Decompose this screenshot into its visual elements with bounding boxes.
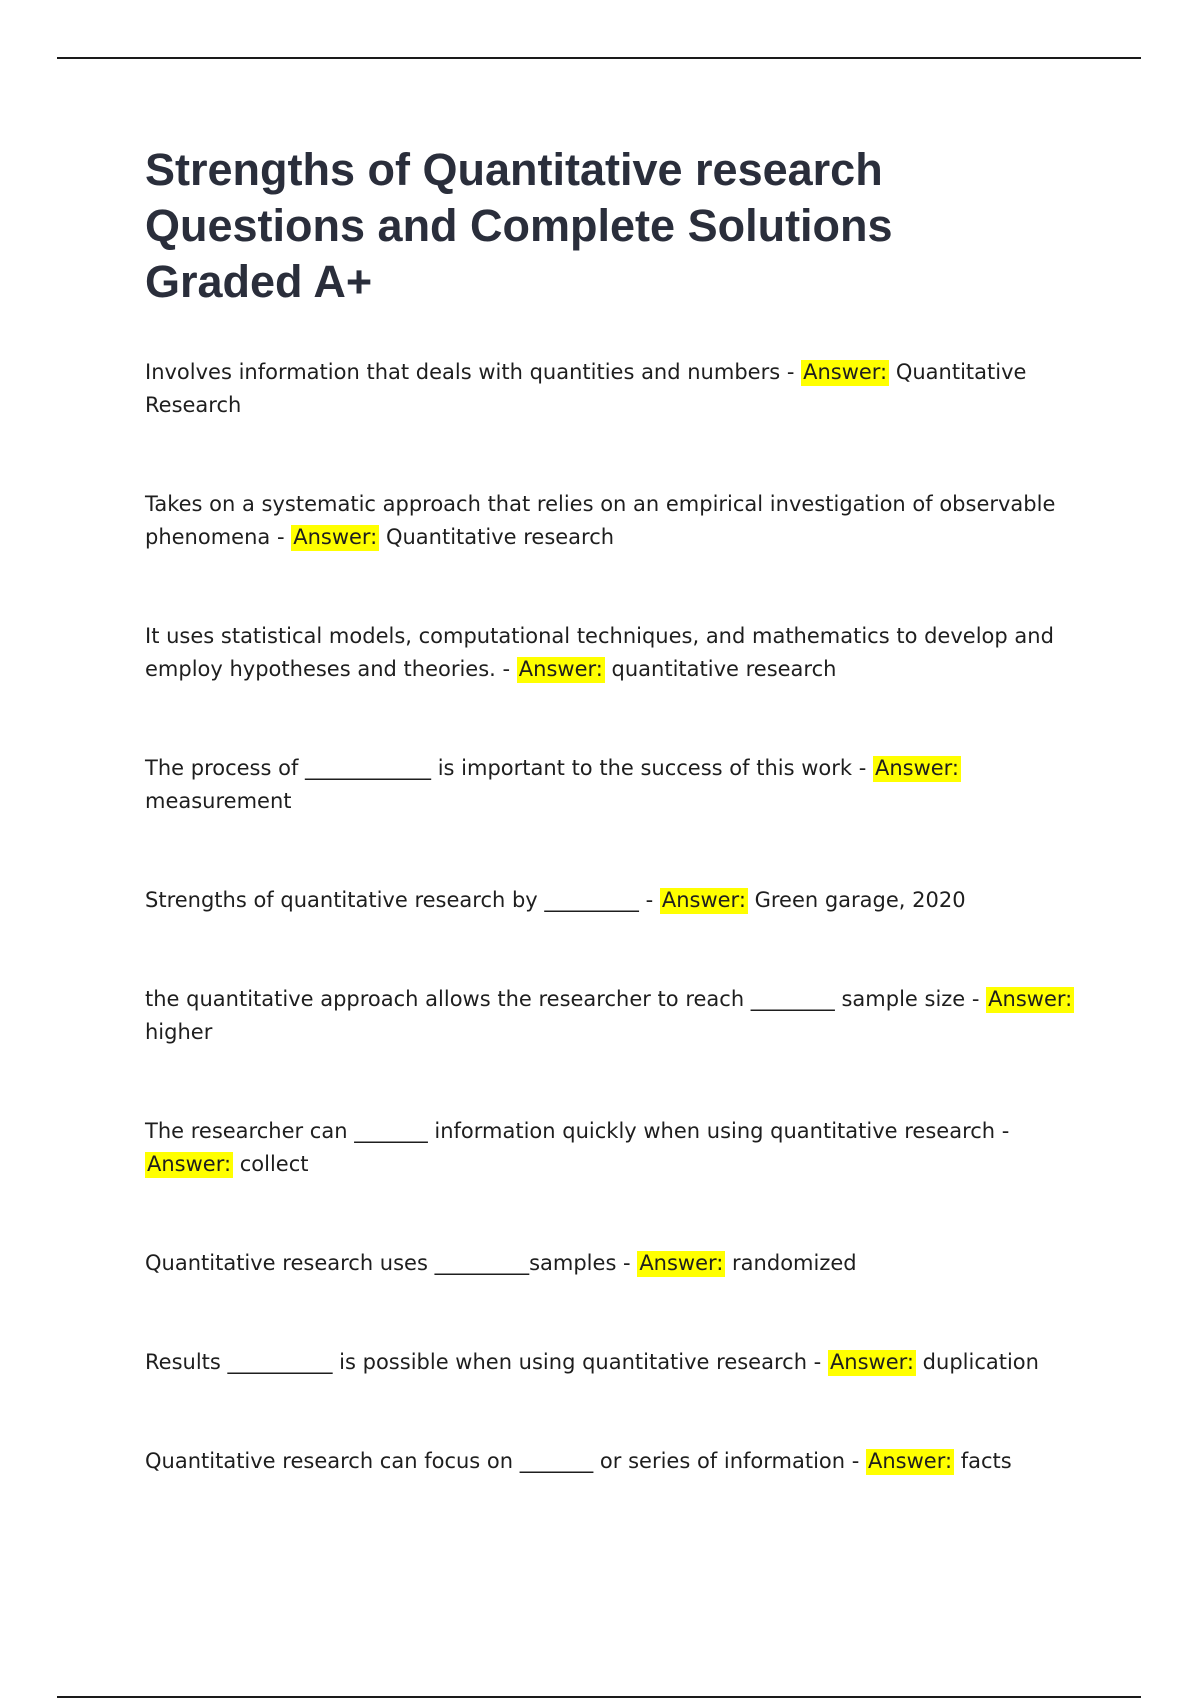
qa-item	[145, 488, 1095, 554]
question-text: The researcher can _______ information quickly when using quantitative research -	[145, 1119, 1010, 1143]
answer-text: quantitative research	[604, 657, 837, 681]
question-text: Strengths of quantitative research by _________ -	[145, 888, 660, 912]
document-body	[145, 142, 1095, 1478]
qa-item	[145, 983, 1095, 1049]
answer-text: Quantitative research	[379, 525, 615, 549]
qa-item	[145, 884, 1095, 917]
qa-item	[145, 356, 1095, 422]
answer-label: Answer:	[868, 1449, 953, 1473]
question-text: the quantitative approach allows the researcher to reach ________ sample size -	[145, 987, 987, 1011]
question-text: Involves information that deals with quantities and numbers -	[145, 360, 802, 384]
question-text: Takes on a systematic approach that relies on an empirical investigation of observable phenomena -	[145, 492, 1056, 549]
answer-text: higher	[145, 1020, 213, 1044]
answer-label: Answer:	[874, 756, 960, 780]
answer-text: measurement	[145, 789, 292, 813]
question-text: The process of ____________ is important to the success of this work -	[145, 756, 873, 780]
qa-item	[145, 1115, 1095, 1181]
qa-item	[145, 620, 1095, 686]
qa-item	[145, 1247, 1095, 1280]
answer-label: Answer:	[661, 888, 746, 912]
top-rule	[57, 57, 1141, 59]
answer-label: Answer:	[988, 987, 1073, 1011]
qa-item	[145, 1346, 1095, 1379]
answer-text: facts	[954, 1449, 1012, 1473]
document-title: Strengths of Quantitative research Questions and Complete Solutions Graded A+	[145, 144, 893, 307]
answer-label: Answer:	[293, 525, 378, 549]
answer-text: Green garage, 2020	[747, 888, 966, 912]
bottom-rule	[57, 1696, 1141, 1698]
qa-list	[145, 356, 1095, 1478]
answer-label: Answer:	[803, 360, 888, 384]
qa-item	[145, 752, 1095, 818]
question-text: It uses statistical models, computational techniques, and mathematics to develop and employ hypotheses and theories. -	[145, 624, 1054, 681]
answer-text: randomized	[725, 1251, 857, 1275]
answer-text: collect	[233, 1152, 309, 1176]
question-text: Results __________ is possible when using quantitative research -	[145, 1350, 828, 1374]
answer-label: Answer:	[639, 1251, 724, 1275]
question-text: Quantitative research uses _________samples -	[145, 1251, 638, 1275]
answer-label: Answer:	[829, 1350, 914, 1374]
answer-text: Quantitative Research	[145, 360, 1027, 417]
answer-label: Answer:	[518, 657, 603, 681]
answer-text: duplication	[916, 1350, 1039, 1374]
question-text: Quantitative research can focus on _______ or series of information -	[145, 1449, 866, 1473]
qa-item	[145, 1445, 1095, 1478]
answer-label: Answer:	[147, 1152, 232, 1176]
